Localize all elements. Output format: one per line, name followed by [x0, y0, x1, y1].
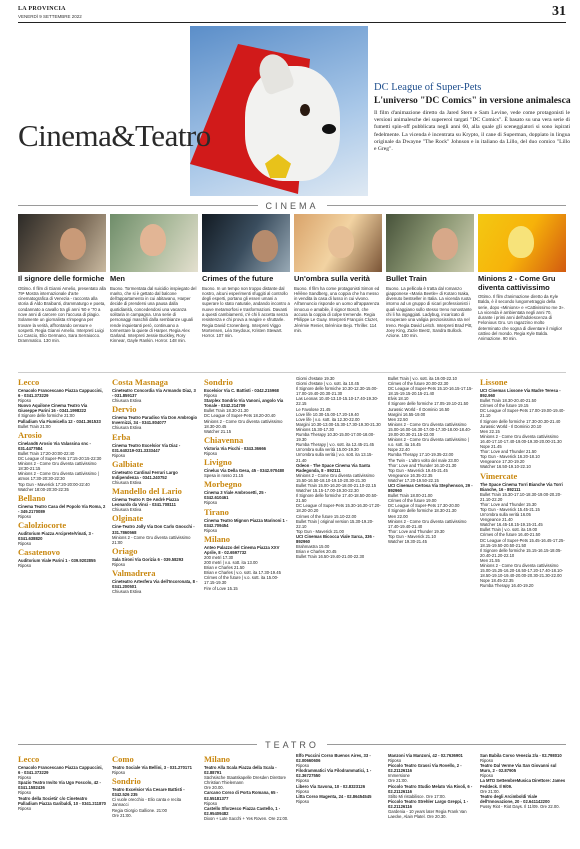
- showtime: Top Gun - Maverick 21.00: [296, 528, 344, 534]
- showtime: Riposo: [18, 513, 32, 519]
- showtime: Le Favolose 21.45: [296, 406, 331, 412]
- venue-name: Filodrammatici Via Filodrammatici, 1 - 02.36727550: [296, 768, 372, 779]
- page-number: 31: [552, 4, 566, 19]
- showtime: Brian e Charles | v.o. sott. ita 17.30-19.45: [204, 570, 281, 576]
- venue-name: Piccolo Teatro Strehler Largo Greppi, 1 - 02.21126116: [388, 798, 469, 809]
- showtime: Minions 2 - Come Gru diventa cattivissimo 16.40-17.10-17.40-19.00-19.30-20.00-21.30: [480, 433, 562, 444]
- venue-name: Cine-Teatro Jolly Via Don Carlo Gnocchi - 331.7860568: [112, 524, 195, 535]
- showtime: Watcher 17.20-19.50-22.15: [388, 477, 439, 483]
- film-card: [478, 214, 566, 342]
- venue-name: Cenacolo Francescano Piazza Cappuccini, 6 - 0341.373229: [18, 388, 103, 399]
- venue-name: Castello Sforzesco Piazza Castello, 1 - 02.95409482: [204, 805, 281, 816]
- venue-name: Victoria Via Picchi - 0343.36666: [204, 445, 267, 451]
- showtime: DC League of Super-Pets 15.10-16.15-17.15-18.15-19.15-20.15-21.40: [388, 386, 473, 397]
- showtime: Il Signore delle formiche 10.30-12.30-15.00-17.00-19.40-20.30-21.30: [296, 386, 378, 397]
- showtime: Bullet Train | original version 15.30-19.20-22.10: [296, 518, 374, 529]
- teatro-listing-column: [112, 753, 198, 818]
- venue-name: Starplex Sondrio Via Vanoni, angolo Via Tonale - 0342.214709: [204, 398, 284, 409]
- venue-name: Cineteatro Concordia Via Armando Diaz, 3 - 031.859137: [112, 388, 196, 399]
- showtime: Margini 16.55-19.00: [388, 411, 426, 417]
- town-heading: Milano: [204, 533, 230, 544]
- showtime: Un'ombra sulla verità | v.o. sott. ita 13.15-21.40: [296, 452, 373, 463]
- showtime: Minions 15.30-17.30: [296, 426, 334, 432]
- showtime: Rumba Therapy | v.o. sott. ita 12.45-21.45: [296, 442, 374, 448]
- venue-name: Cinema Teatro Casa del Popolo Via Roma, 2 - 349.2170089: [18, 503, 106, 514]
- venue-name: The Space Cinema Torri Bianche Via Torri Bianche, 16 - 892111: [480, 481, 563, 492]
- showtime: Thor: Love and Thunder 21.50: [480, 449, 537, 455]
- showtime: Minions 2 - Come Gru diventa cattivissimo | v.o. sott. ita 16.45: [388, 437, 469, 448]
- venue-name: Spazio Teatro Invito Via Ugo Foscolo, 42 - 0341.1582436: [18, 780, 101, 791]
- section-title: Cinema&Teatro: [18, 118, 211, 153]
- header-rule: [18, 22, 566, 23]
- showtime: 200 metri 17.30: [204, 554, 234, 560]
- showtime: Watcher 18:00-20:30-22:35: [18, 486, 69, 492]
- showtime: Riposo: [204, 527, 218, 533]
- showtime: Minions 2 - Come Gru diventa cattivissimo 15.50-16.50-18.10-19.10-20.30-21.30: [296, 472, 375, 483]
- venue-name: Sala Sironi Via Gorizia 6 - 039.58293: [112, 556, 184, 562]
- showtime: DC League of Super-Pets 17.00-19.00-19.40-21.10: [480, 408, 565, 419]
- town-heading: Sondrio: [204, 377, 233, 387]
- showtime: Watcher 21.15: [204, 428, 232, 434]
- teatro-listing-column: [388, 753, 474, 819]
- showtime: Riposo: [204, 500, 218, 506]
- film-description: Buono. Tormentata dal suicidio inspiegato del marito, che si è gettato dal balcone dell'appartamento in cui abitavano, Harper decide di prendersi una pausa dalla quotidianità, concedendosi una vacanza solitaria in campagna. Una serie di personaggi maschili dalla sembianze uguali rende inquietanti però, continuano a tormentare la quiete di Harper. Regia Alex Garland. Interpreti Jessie Buckley, Rory Kinnear, Gayle Rankin. Horror. 148 min.: [110, 285, 197, 344]
- film-card: [386, 214, 474, 338]
- venue-name: Libero Via Savona, 10 - 02.8323126: [296, 783, 366, 789]
- venue-name: Cineteatro Cardinal Ferrari Largo Indipendenza - 0341.240752: [112, 469, 178, 480]
- film-description: Buono. In un tempo non troppo distante dal nostro, alcuni esperimenti sfuggiti al controllo degli esperti, portano gli esseri umani a superare lo stato naturale, andando incontro a nuove metamorfosi e trasformazioni. Davanti a questi cambiamenti, c'è chi li accetta senza resistenza e chi prova a reagire e sfruttarle. Regia David Cronenberg. Interpreti Viggo Mortensen, Léa Seydoux, Kristen Stewart. Horror. 107 min.: [202, 285, 290, 339]
- venue-name: Cinelux Via Della Gesa, 45 - 0342.970480: [204, 468, 285, 474]
- cinema-band-label: CINEMA: [265, 200, 319, 211]
- venue-name: Cinema Teatro Paradiso Via Don Ambrogio Invernizzi, 34 - 0341.804077: [112, 415, 198, 426]
- showtime: DC League of Super-Pets 15.30-16.30-17.20-18.20-20.20: [296, 503, 381, 514]
- showtime: Rumba Therapy 17.10-19.35-22.00: [388, 452, 454, 458]
- venue-name: Teatro Excelsior Via Cesare Battisti - 0342.526 235: [112, 787, 185, 798]
- town-heading: Dervio: [112, 404, 137, 415]
- showtime: Top Gun - Maverick 15.45-21.15: [480, 506, 540, 512]
- showtime: Riposo: [18, 790, 32, 796]
- showtime: Chiusura Estiva: [112, 480, 142, 486]
- film-title: Men: [110, 274, 125, 283]
- town-heading: Livigno: [204, 457, 232, 468]
- showtime: Riposo: [296, 778, 310, 784]
- film-still: [386, 214, 474, 272]
- showtime: Riposo: [112, 452, 126, 458]
- showtime: Riposo: [480, 773, 494, 779]
- venue-name: Piccolo Teatro Grassi Via Rovello, 2 - 02.21126116: [388, 763, 462, 774]
- showtime: Brahmastra 15.00: [296, 544, 330, 550]
- venue-name: Excelsior Via C. Battisti - 0342.215968: [204, 388, 279, 393]
- showtime: Vengeance 16.35-22.35: [388, 472, 433, 478]
- film-card: [294, 214, 382, 333]
- cinema-listing-column: [18, 376, 106, 568]
- venue-name: Teatro Alla Scala Piazza della Scala - 02.88791: [204, 765, 277, 776]
- film-title: Il signore delle formiche: [18, 274, 105, 283]
- venue-name: Palladium Via Fiumicella 12 - 0341.361533: [18, 418, 101, 424]
- showtime: Rumba Therapy 10.30-15.00-17.00-18.00-19.30: [296, 432, 375, 443]
- showtime: Thor: Love and Thunder 15.30: [480, 501, 537, 507]
- town-heading: Arosio: [18, 429, 42, 440]
- showtime: Watcher 19.30-21.45: [388, 539, 427, 544]
- venue-name: Auditorium Viale Parini 1 - 039.9202855: [18, 558, 96, 564]
- showtime: DC League of Super-Pets 15.45-16.45-17.25-18.15-19.50-20.50-21.50: [480, 537, 565, 548]
- showtime: Vengeance 17.20-19.20: [480, 459, 525, 465]
- showtime: Riposo: [18, 398, 32, 404]
- dateline: VENERDÌ 9 SETTEMBRE 2022: [18, 14, 82, 19]
- feature-body: Il film d'animazione diretto da Jared Stern e Sam Levine, vede come protagonisti le versioni animalesche dei supereroi targati "DC Comics". È basato su una vera serie di fumetti spin-off pubblicata negli anni 60, alla quale gli sceneggiatori si sono ispirati fedelmente. La vicenda è incentrata su Krypto, il cane di Superman, doppiato in lingua originale da Dwayne "The Rock" Johnson e in italiano da Lillo, del duo comico "Lillo e Greg".: [374, 110, 570, 153]
- feature-kicker: DC League of Super-Pets: [374, 82, 482, 93]
- showtime: Immersione: [388, 773, 410, 779]
- showtime: Men 22.50: [388, 416, 408, 422]
- venue-name: Manzoni Via Manzoni, 42 - 02.7636901: [388, 753, 463, 758]
- showtime: Riposo: [296, 788, 310, 794]
- teatro-band-label: TEATRO: [265, 739, 319, 750]
- showtime: Giorni d'estate | v.o. sott. ita 10.45: [296, 381, 360, 387]
- showtime: Crimes of the future 16.40-21.50: [480, 532, 541, 538]
- showtime: Rumba Therapy 16.40-19.20: [480, 583, 534, 589]
- showtime: The Twin - L'altro volto del male 23.00: [388, 457, 459, 463]
- showtime: Il Signore delle formiche 21:00: [18, 413, 75, 419]
- showtime: 200 metri | v.o. sott. ita 13.00: [204, 560, 258, 566]
- showtime: Men 21.55: [480, 557, 500, 563]
- showtime: Crimes of the future | v.o. sott. ita 15.00-17.15-19.30: [204, 575, 279, 586]
- showtime: Il Signore delle formiche 15.15-16.15-18.05-20.40-21.20-22.10: [480, 547, 562, 558]
- venue-name: Teatro Sociale Via Bellini, 3 - 031.270171: [112, 765, 192, 770]
- film-card: [18, 214, 106, 344]
- venue-name: Litta Corso Magenta, 24 - 02.86454545: [296, 793, 372, 799]
- showtime: Top Gun - Maverick 21.10: [388, 533, 436, 539]
- town-heading: Sondrio: [112, 776, 141, 787]
- showtime: Minions 2 - Come Gru diventa cattivissimo 15.00-15.25-16.20-16.50-17.20-17.40-18.10-18.50-19.10-19.40-20.00-20.30-21.30-22.00: [480, 563, 564, 579]
- town-heading: Vimercate: [480, 470, 518, 481]
- showtime: Bullet Train 16.50-19.40-21.00-22.30: [296, 554, 365, 560]
- showtime: Bullet Train 17:20-20:00-22:40: [18, 450, 75, 456]
- showtime: Crimes of the future 20.00-22.30: [388, 381, 449, 387]
- listings-rule: [18, 372, 566, 373]
- venue-name: Cinema Teatro Mignon Piazza Marinoni 1 - 0342.709454: [204, 517, 288, 528]
- showtime: Minions 2 - Come Gru diventa cattivissimo 15.00-16.00-16.30-17.00-17.30-18.00-18.40-19.00-20.30-21.15-22.00: [388, 421, 472, 438]
- showtime: Ore 21:00.: [480, 788, 500, 794]
- town-heading: Erba: [112, 431, 131, 442]
- showtime: Crimes of the future 15.10-22.00: [296, 513, 357, 519]
- showtime: Brian e Charles 20.45: [296, 549, 337, 555]
- showtime: Bullet Train 18.30-21.30: [204, 408, 249, 414]
- showtime: Il Signore delle formiche 17.40-18.50-20.50-21.50: [296, 493, 378, 504]
- showtime: Minions 2 - Come Gru diventa cattivissimo 18.30-20.45: [204, 418, 283, 429]
- venue-name: Carcano Corso di Porta Romana, 65 - 02.55181377: [204, 790, 278, 801]
- showtime: Bullet Train 15.30-17.10-18.30-19.00-20.20-21.10-22.20: [480, 491, 562, 502]
- showtime: Nope 22.40: [388, 447, 410, 453]
- showtime: Riposo: [112, 561, 126, 567]
- showtime: Men 22.15: [480, 428, 500, 434]
- town-heading: Tirano: [204, 506, 229, 517]
- town-heading: Casatenovo: [18, 547, 61, 558]
- showtime: Riposo: [18, 775, 32, 781]
- showtime: Minions 2 - Come Gru diventa cattivissimo 21:00: [112, 534, 191, 545]
- showtime: DC League of Super-Pets 17.30-20.00: [388, 503, 460, 509]
- venue-name: Anteo Palazzo del Cinema Piazza XXV Aprile, 8 - 02.6597732: [204, 544, 280, 555]
- showtime: Il Signore delle formiche 17.30-20.30-21.40: [480, 418, 561, 424]
- showtime: Riposo: [204, 393, 218, 399]
- showtime: Vengeance 21.40: [480, 517, 513, 523]
- showtime: Riposo: [18, 541, 32, 547]
- showtime: Crimes of the future 19.00: [388, 498, 437, 504]
- showtime: Bullet Train | v.o. sott. ita 19.00: [480, 527, 538, 533]
- feature-headline: L'universo "DC Comics" in versione animalesca: [374, 96, 571, 106]
- showtime: Love life | v.o. sott. ita 12.30-22.00: [296, 416, 360, 422]
- showtime: Il Signore delle formiche 18.30-21.30: [388, 508, 457, 514]
- showtime: Il Signore delle formiche 17.05-19.10-21.50: [388, 401, 469, 407]
- film-title: Crimes of the future: [202, 274, 274, 283]
- showtime: Crimes of the future 19.15: [480, 403, 529, 409]
- showtime: Riposo: [18, 805, 32, 811]
- superhero-dog-illustration: [190, 26, 368, 196]
- film-card: [202, 214, 290, 338]
- town-heading: Oriago: [112, 545, 138, 556]
- town-heading: Costa Masnaga: [112, 377, 168, 387]
- showtime: Men 22.00: [388, 513, 408, 519]
- showtime: Nope 18.45-22.35: [480, 578, 514, 584]
- showtime: Las Leonas 10.40-13.10-15.10-17.40-19.30-22.15: [296, 396, 379, 407]
- town-heading: Lissone: [480, 377, 508, 387]
- teatro-listing-column: [480, 753, 566, 809]
- cinema-listing-column: [388, 376, 474, 544]
- showtime: Jurassic World - Il Dominio 16.50: [388, 406, 450, 412]
- showtime: Stilto Mi ristabilisce. Ore 17:00.: [388, 793, 446, 799]
- showtime: Gardenia - 10 years later Regia Frank Van Laecke, Alain Platel. Ore 20.30.: [388, 809, 467, 820]
- venue-name: Cenacolo Francescano Piazza Cappuccini, 6 - 0341.373229: [18, 765, 103, 776]
- venue-name: Auditorium Piazza Arciprete/Vinati, 3 - 0341.638820: [18, 530, 94, 542]
- venue-name: Teatro della Società' c/o Cineteatro Palladium Piazza Garibaldi, 10 - 0341.211870: [18, 795, 106, 806]
- showtime: Riposo: [388, 758, 402, 764]
- film-description: Buono. La pellicola è tratta dal romanzo giapponese «Maria Beetle» di Kotaro Isaka, divenuto bestseller in Italia. La vicenda ruota intorno ad un gruppo di sicari professionisti i quali viaggiano sullo stesso treno nonostante chi li ha ingaggiati. Ladybug, incaricato di recuperare una valigia preziosissima sta nel treno. Regia David Leitch. Interpreti Brad Pitt, Joey King, Zazie Beetz, Sandra Bullock. Azione. 100 min.: [386, 285, 473, 339]
- showtime: Giorni d'estate 19.30: [296, 376, 335, 381]
- showtime: Ore 21:00.: [388, 778, 408, 784]
- showtime: Minions 2 - Come Gru diventa cattivissimo 18:30-21:15: [18, 461, 97, 472]
- showtime: Riposo: [204, 800, 218, 806]
- showtime: Un'ombra sulla verità 16.05: [480, 512, 531, 518]
- film-description: Buono. Il film ha come protagonisti Simon ed Hélène Sandberg, una coppia che ha messo in vendita la casa di lusso in cui vivono. All'annuncio risponde un uomo all'apparenza innocuo e amabile, il signor Bosch, che accusa la coppia di colpe tremende. Regia Philippe Le Guay. Interpreti François Cluzet, Jérémie Renier, Bérénice Bejo. Thriller. 114 min.: [294, 285, 380, 333]
- venue-name: Cinema Teatro F. De Andrè Piazza Leonardo da Vinci - 0341.708111: [112, 497, 179, 508]
- showtime: Top Gun - Maverick 17:20-20:00-22:40: [18, 481, 90, 487]
- teatro-listing-column: [18, 753, 106, 811]
- showtime: Minions 2 - Come Gru diventa cattivissimo | atmos 17:30-20:30-22:30: [18, 471, 99, 482]
- town-heading: Milano: [204, 754, 230, 764]
- cinema-band: [18, 200, 566, 211]
- showtime: Regia Giorgio Gallione. 21:00: [112, 807, 167, 813]
- film-still: [18, 214, 106, 272]
- showtime: Riposo: [296, 763, 310, 769]
- town-heading: Como: [112, 754, 134, 764]
- showtime: Thor: Love and Thunder 16.10-21.30: [388, 462, 457, 468]
- town-heading: Mandello del Lario: [112, 486, 182, 497]
- showtime: Elvis 18.10: [388, 396, 409, 402]
- venue-name: Piccolo Teatro Studio Melato Via Rivoli, 6 - 02.21126116: [388, 783, 473, 794]
- showtime: Watcher 16.50-19.10-22.10: [480, 464, 531, 470]
- showtime: Watcher 15.15-17.00-19.30-22.30: [296, 488, 359, 494]
- town-heading: Chiavenna: [204, 434, 244, 445]
- showtime: Chiusura Estiva: [112, 507, 142, 513]
- showtime: Top Gun - Maverick 19.45-21.45: [388, 467, 448, 473]
- showtime: Jurassic World - Il Dominio 20.10: [480, 423, 542, 429]
- cinema-listing-column: [480, 376, 566, 588]
- venue-name: Cinema Teatro Excelsior Via Diaz - 031.640219-031.3333447: [112, 442, 181, 453]
- venue-name: Cineteatro Artesfera Via dell'Incoronata, 8 - 0341.200501: [112, 578, 198, 590]
- showtime: Spesa in rosso 21.15: [204, 473, 244, 479]
- film-still: [478, 214, 566, 272]
- teatro-band: [18, 739, 566, 750]
- venue-name: Cineland6 Arosio Via Valassina snc - 031.4477584: [18, 440, 91, 451]
- showtime: Fire of Love 15.15: [204, 585, 238, 591]
- showtime: Margini 10.30-13.00-15.30-17.30-19.30-21.30: [296, 421, 381, 427]
- town-heading: Bellano: [18, 492, 46, 503]
- film-description: Ottimo. Il film di Gianni Amelio, presentato alla 79ª Mostra internazionale d'arte cinematografica di Venezia - racconta alla storia di Aldo Braibanti, drammaturgo e poeta, condannato a cavallo tra gli anni '60 e '70 a nove anni di carcere con l'accusa di plagio. Solamente un giornalista s'impegna per trovare la verità, affrontando censure e sospetti. Regia Gianni Amelio. Interpreti Luigi Lo Cascio, Elio Germano, Sara Serraiocco. Drammatico. 130 min.: [18, 285, 106, 344]
- venue-name: Cinema 3 Viale Ambrosetti, 25 - 0342.610461: [204, 490, 267, 501]
- venue-name: Nuovo Aquilone Cinema Teatro Via Giuseppe Parini 16 - 0341.1998222: [18, 403, 88, 414]
- showtime: Ci vuole orecchio - Elio canta e recita Jannacci: [112, 797, 182, 808]
- town-heading: Galbiate: [112, 458, 144, 469]
- cinema-listing-column: [204, 376, 290, 591]
- film-title: Bullet Train: [386, 274, 427, 283]
- town-heading: Calolziocorte: [18, 519, 67, 530]
- film-still: [110, 214, 198, 272]
- showtime: Un'ombra sulla verità 15.00-19.30: [296, 447, 359, 453]
- showtime: Minions 2 - Come Gru diventa cattivissimo 17.40-19.40-21.40: [388, 518, 467, 529]
- showtime: Dixon + Lute Sacchi + Yes Roven. Ore 21:00.: [204, 815, 289, 821]
- showtime: Brian e Charles 21.50: [204, 565, 245, 571]
- showtime: Riposo: [112, 770, 126, 776]
- showtime: Ore 21:00.: [112, 812, 132, 818]
- showtime: Love life 10.30-15.00-17.20-19.40: [296, 411, 359, 417]
- film-still: [202, 214, 290, 272]
- film-title: Un'ombra sulla verità: [294, 274, 370, 283]
- town-heading: Lecco: [18, 754, 40, 764]
- venue-name: UCI Cinemas Lissone Via Madre Teresa - 892.960: [480, 388, 561, 399]
- teatro-listing-column: [296, 753, 382, 804]
- cinema-listing-column: [112, 376, 198, 594]
- film-description: Ottimo. Il film d'animazione diretto da Kyle Balda, è il secondo lungometraggio della serie, dopo «Minions» e «Cattivissimo me 3». La vicenda è ambientata negli anni 70, durante i primi anni dell'adolescenza di Felonious Gru. Un ragazzino molto determinato che sogna di diventare il miglior cattivo del mondo. Regia Kyle Balda. Animazione. 90 min.: [478, 294, 565, 342]
- showtime: Bullet Train 15.00-16.20-18.00-21.10-22.15: [296, 482, 377, 488]
- showtime: Riposo: [204, 450, 218, 456]
- showtime: Chiusura Estiva: [112, 589, 142, 595]
- venue-name: UCI Cinemas Certosa Via Stephenson, 29 - 892960: [388, 482, 473, 494]
- showtime: DC League of Super-Pets 18.20-20.40: [204, 413, 276, 419]
- showtime: Top Gun - Maverick 16.20-18.10: [480, 454, 540, 460]
- film-strip: [18, 214, 566, 370]
- showtime: Bullet Train | v.o. sott. ita 19.00-22.10: [388, 376, 457, 381]
- showtime: Chiusura Estiva: [112, 425, 142, 431]
- film-title: Minions 2 - Come Gru diventa cattivissimo: [478, 274, 556, 292]
- venue-name: La MTD SettembreMusica Direttore: James Feddeck. Il 9/09.: [480, 778, 566, 789]
- showtime: Watcher 16.45-18.15-19.15-21.45: [480, 522, 543, 528]
- venue-name: Teatro Dal Verme Via San Giovanni sul Muro, 2 - 02.87905: [480, 763, 557, 774]
- venue-name: Odeon - The Space Cinema Via Santa Radegonda, 8 - 892111: [296, 462, 371, 473]
- film-still: [294, 214, 382, 272]
- showtime: Pussy Riot - Riot Days. Il 11/09. Ore 22.00.: [480, 803, 560, 809]
- venue-name: Teatro degli Arcimboldi Viale dell'Innovazione, 20 - 02.641142200: [480, 793, 550, 804]
- venue-name: UCI Cinemas Bicocca Viale Sarca, 336 - 892960: [296, 533, 375, 544]
- showtime: DC League of Super-Pets 17:15-20:15-22:30: [18, 456, 102, 462]
- venue-name: San Babila Corso Venezia 2/a - 02.798010: [480, 753, 562, 758]
- showtime: Ore 20.00.: [204, 785, 224, 791]
- town-heading: Morbegno: [204, 479, 242, 490]
- showtime: Thor: Love and Thunder 19.30: [388, 528, 445, 534]
- film-card: [110, 214, 198, 344]
- showtime: Bullet Train 18.00-21.00: [388, 493, 433, 499]
- venue-name: Elfo Puccini Corso Buenos Aires, 33 - 02.00660606: [296, 753, 371, 764]
- showtime: Bullet Train 18.30-20.40-21.50: [480, 398, 537, 404]
- showtime: Chiusura Estiva: [112, 398, 142, 404]
- showtime: Riposo: [18, 563, 32, 569]
- showtime: Riposo: [480, 758, 494, 764]
- cinema-listing-column: [296, 376, 382, 559]
- town-heading: Olginate: [112, 513, 144, 524]
- masthead: LA PROVINCIA: [18, 6, 66, 12]
- teatro-listing-column: [204, 753, 290, 821]
- showtime: Bullet Train 21:00: [18, 423, 51, 429]
- town-heading: Valmadrera: [112, 567, 156, 578]
- showtime: Nope 21.45: [480, 444, 502, 450]
- showtime: Riposo: [296, 798, 310, 804]
- town-heading: Lecco: [18, 377, 40, 387]
- showtime: Sächsische Staatskapelle Dresden Direttore Christian Thielemann: [204, 775, 286, 786]
